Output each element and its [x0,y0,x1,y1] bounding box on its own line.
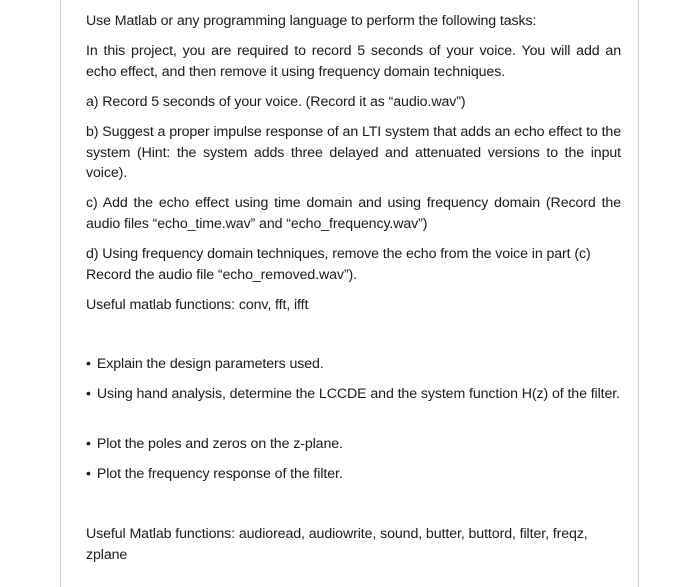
bullet-icon: • [86,356,91,372]
bullet-text: Explain the design parameters used. [96,356,324,372]
bullet-item [86,464,621,485]
bullet-icon: • [86,436,91,452]
task-a: a) Record 5 seconds of your voice. (Record it as “audio.wav”) [86,94,466,110]
bullet-item [86,354,621,375]
task-c: c) Add the echo effect using time domain and using frequency domain (Record the audio files “echo_time.wav” and “echo_frequency.wav”) [86,195,621,232]
project-description: In this project, you are required to record 5 seconds of your voice. You will add an echo effect, and then remove it using frequency domain techniques. [86,43,621,80]
useful-functions-audio: Useful Matlab functions: audioread, audiowrite, sound, butter, buttord, filter, freqz, zplane [86,526,588,563]
bullet-icon: • [86,386,91,402]
task-d: d) Using frequency domain techniques, remove the echo from the voice in part (c) Record the audio file “echo_removed.wav”). [86,246,591,283]
page-border [60,0,639,587]
bullet-item [86,384,621,405]
bullet-item [86,434,621,455]
useful-functions-conv: Useful matlab functions: conv, fft, ifft [86,297,309,313]
intro-text: Use Matlab or any programming language to perform the following tasks: [86,13,537,29]
bullet-text: Plot the poles and zeros on the z-plane. [96,436,343,452]
bullet-text: Using hand analysis, determine the LCCDE and the system function H(z) of the filter. [96,386,620,402]
bullet-text: Plot the frequency response of the filter. [96,466,343,482]
bullet-icon: • [86,466,91,482]
task-b: b) Suggest a proper impulse response of an LTI system that adds an echo effect to the system (Hint: the system adds three delayed and attenuated versions to the input voice). [86,124,621,181]
